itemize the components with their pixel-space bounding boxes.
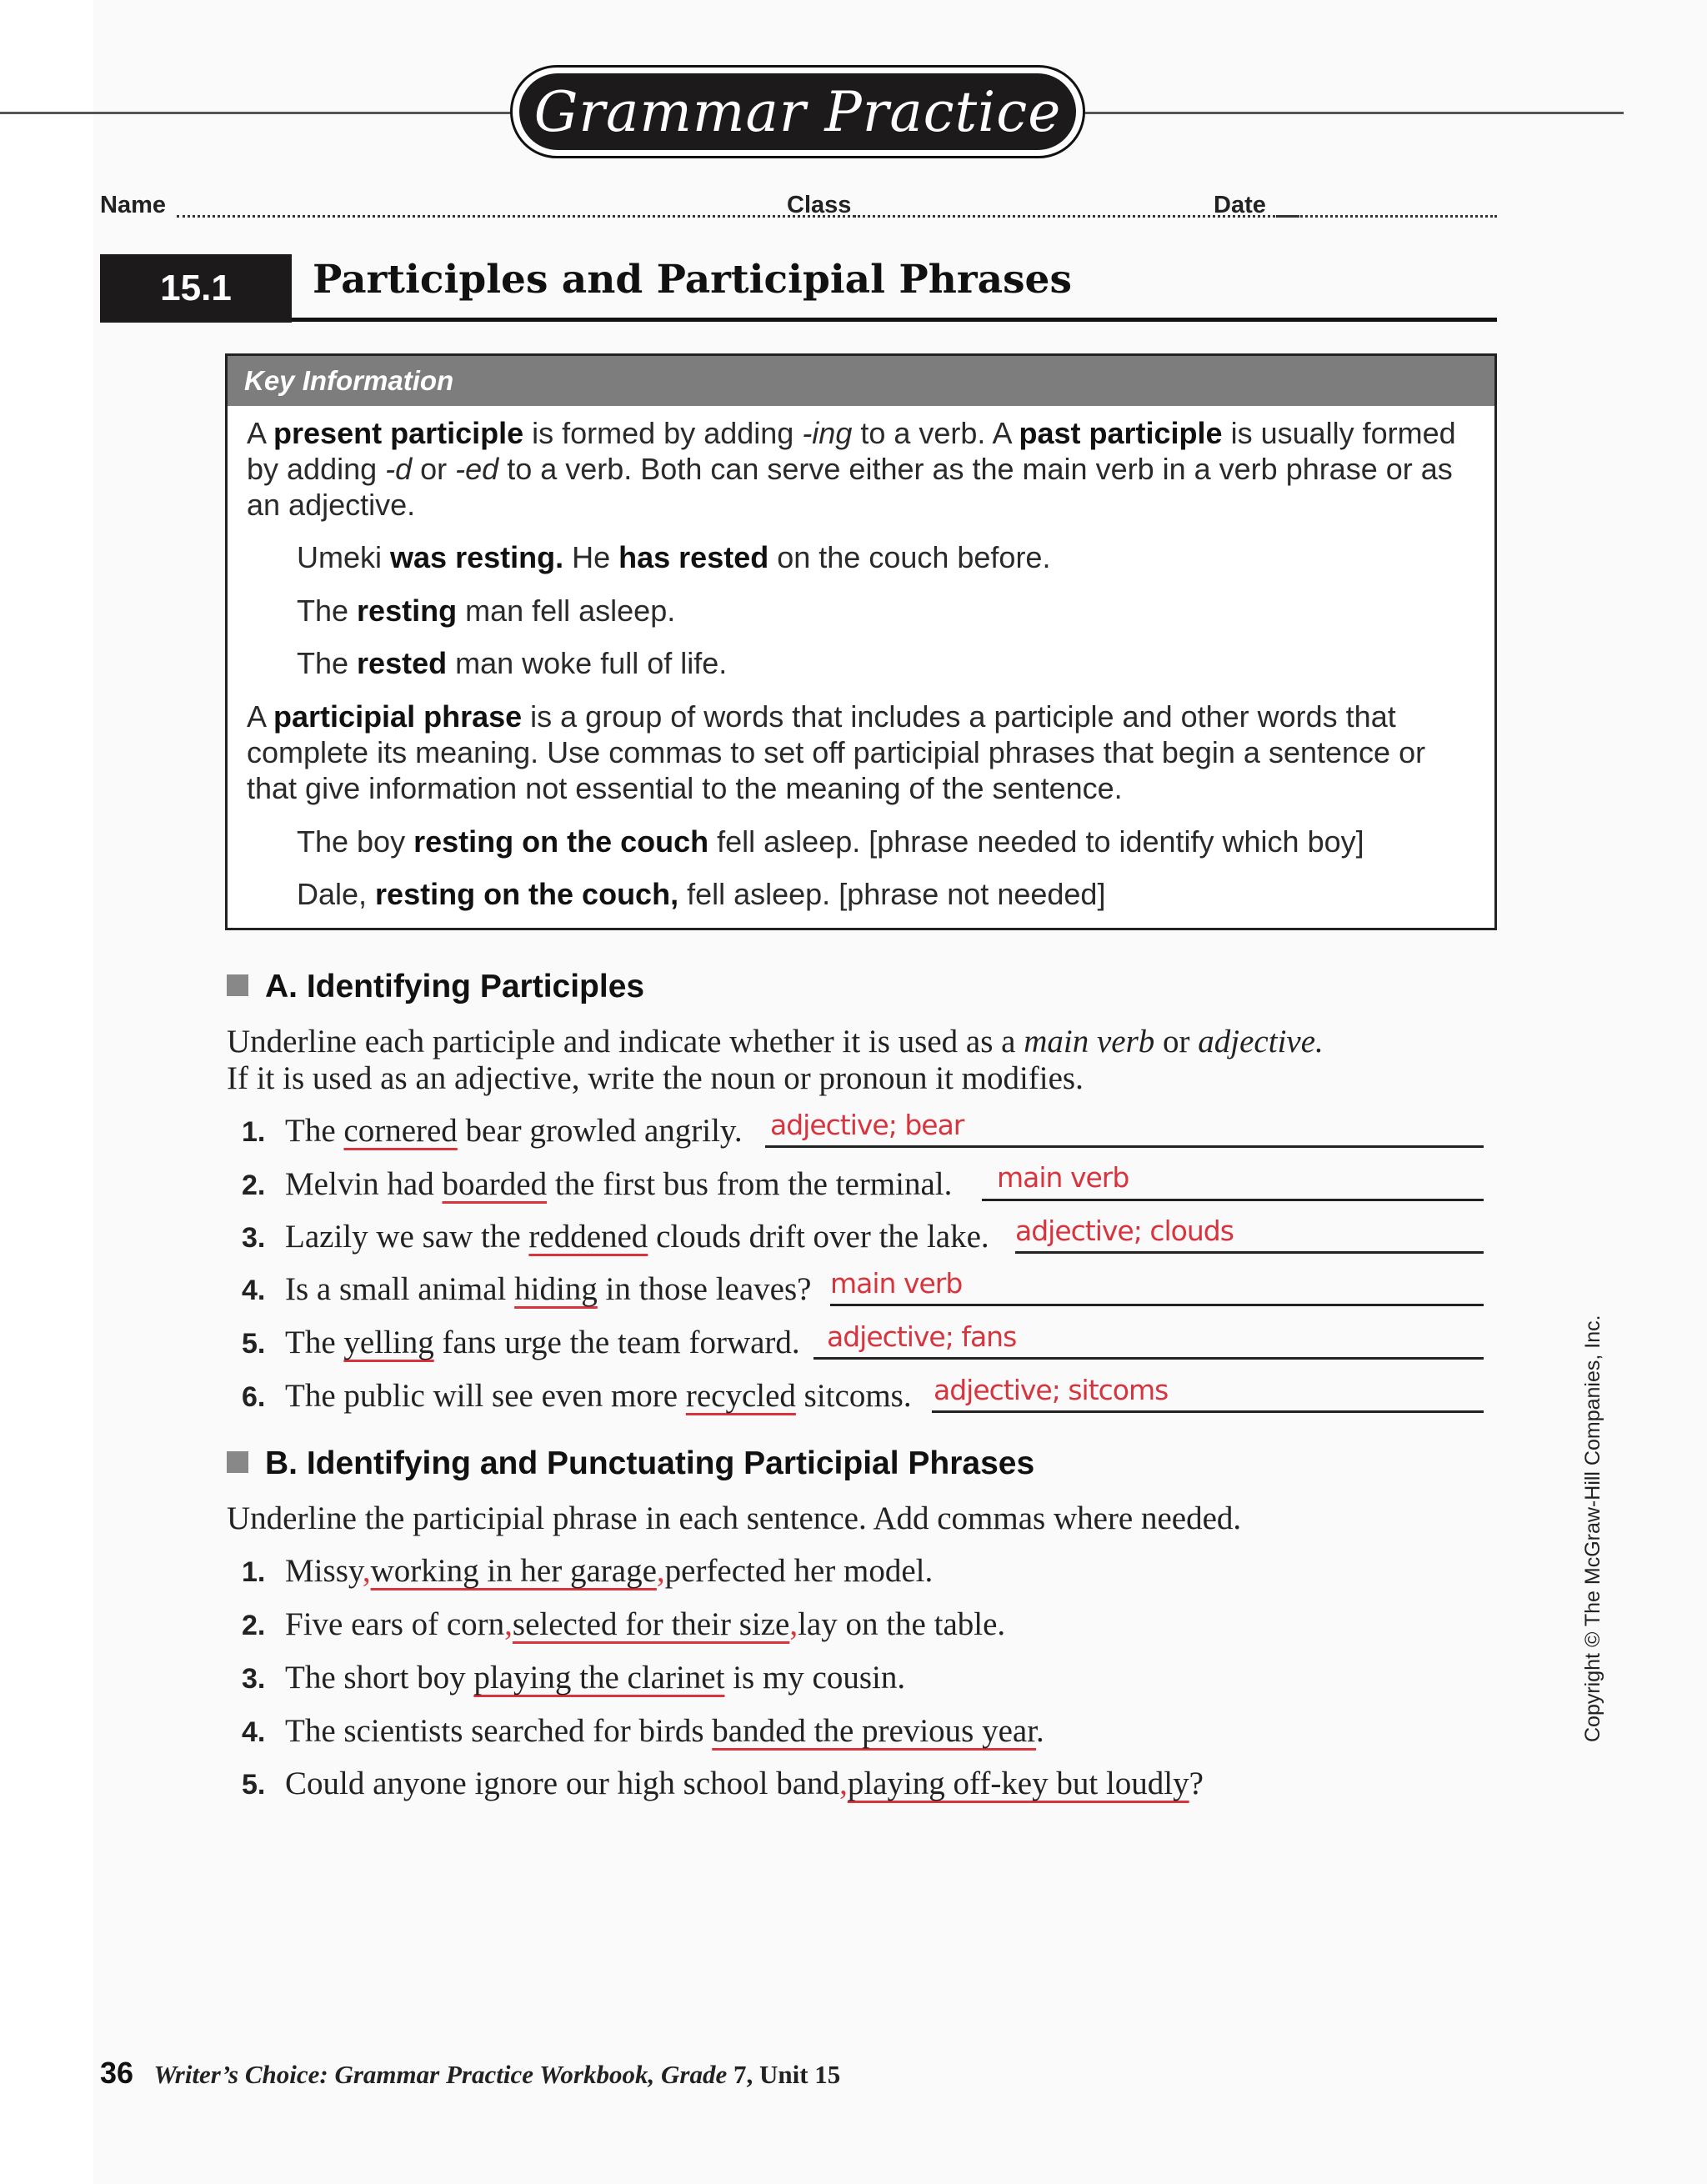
grade-unit: 7, Unit 15 [727, 2060, 841, 2089]
name-label: Name [100, 192, 166, 218]
answer-line-4[interactable] [830, 1304, 1484, 1306]
part-a-item-1: 1. The cornered bear growled angrily. [242, 1113, 743, 1149]
page-footer [100, 2056, 840, 2091]
header-rule-right [1082, 112, 1624, 114]
answer-5: adjective; fans [827, 1320, 1017, 1353]
key-para1-line2: by adding -d or -ed to a verb. Both can serve either as the main verb in a verb phrase or as [247, 452, 1453, 486]
part-a-item-3: 3. Lazily we saw the reddened clouds drift over the lake. [242, 1219, 989, 1255]
answer-6: adjective; sitcoms [934, 1374, 1169, 1406]
answer-2: main verb [997, 1161, 1129, 1194]
part-b-instructions: Underline the participial phrase in each sentence. Add commas where needed. [227, 1500, 1242, 1536]
name-field[interactable] [177, 215, 875, 218]
part-a-item-2: 2. Melvin had boarded the first bus from the terminal. [242, 1166, 953, 1202]
square-bullet-icon [227, 974, 248, 996]
key-example-5: Dale, resting on the couch, fell asleep. [phrase not needed] [297, 877, 1106, 911]
square-bullet-icon [227, 1451, 248, 1473]
banner-title: Grammar Practice [519, 73, 1076, 150]
answer-line-5[interactable] [813, 1357, 1484, 1360]
section-rule [292, 318, 1497, 322]
answer-line-3[interactable] [1015, 1251, 1484, 1254]
section-title: Participles and Participial Phrases [313, 257, 1072, 303]
part-b-item-1: 1. Missy,working in her garage,perfected her model. [242, 1553, 934, 1589]
key-para2-line3: that give information not essential to the meaning of the sentence. [247, 771, 1123, 805]
date-field[interactable] [1276, 215, 1497, 218]
answer-line-2[interactable] [982, 1199, 1484, 1201]
answer-line-1[interactable] [765, 1145, 1484, 1148]
part-b-item-5: 5. Could anyone ignore our high school band,playing off-key but loudly? [242, 1766, 1204, 1801]
section-number: 15.1 [100, 254, 292, 323]
page-number: 36 [100, 2056, 134, 2090]
part-b-heading: B. Identifying and Punctuating Participial Phrases [227, 1445, 1034, 1482]
part-b-item-3: 3. The short boy playing the clarinet is my cousin. [242, 1660, 906, 1696]
key-para2-line2: complete its meaning. Use commas to set off participial phrases that begin a sentence or [247, 735, 1426, 769]
key-information-box [225, 353, 1497, 930]
copyright-notice: Copyright © The McGraw-Hill Companies, Inc. [1581, 1315, 1604, 1742]
part-b-item-4: 4. The scientists searched for birds banded the previous year. [242, 1713, 1044, 1749]
header-banner [510, 65, 1085, 158]
part-a-item-5: 5. The yelling fans urge the team forward. [242, 1325, 800, 1360]
answer-3: adjective; clouds [1015, 1215, 1234, 1247]
key-para1-line3: an adjective. [247, 488, 416, 522]
key-example-2: The resting man fell asleep. [297, 594, 676, 628]
key-para1-line1: A present participle is formed by adding -ing to a verb. A past participle is usually formed [247, 416, 1456, 450]
key-para2-line1: A participial phrase is a group of words that includes a participle and other words that [247, 699, 1396, 734]
key-information-heading: Key Information [228, 356, 1494, 406]
part-a-item-4: 4. Is a small animal hiding in those leaves? [242, 1271, 812, 1307]
book-title: Writer’s Choice: Grammar Practice Workbook, Grade [153, 2060, 728, 2089]
part-b-item-2: 2. Five ears of corn,selected for their size,lay on the table. [242, 1606, 1006, 1642]
class-label: Class [787, 192, 852, 218]
key-example-3: The rested man woke full of life. [297, 646, 728, 680]
date-label: Date [1214, 192, 1266, 218]
answer-1: adjective; bear [770, 1109, 964, 1141]
key-example-1: Umeki was resting. He has rested on the couch before. [297, 540, 1051, 574]
answer-line-6[interactable] [932, 1410, 1484, 1413]
answer-4: main verb [830, 1267, 963, 1300]
header-rule-left [0, 112, 513, 114]
part-a-item-6: 6. The public will see even more recycled sitcoms. [242, 1378, 912, 1414]
part-a-instructions-line1: Underline each participle and indicate whether it is used as a main verb or adjective. [227, 1024, 1324, 1059]
name-class-date-row [100, 192, 1497, 225]
part-a-heading: A. Identifying Participles [227, 969, 644, 1005]
part-a-instructions-line2: If it is used as an adjective, write the noun or pronoun it modifies. [227, 1060, 1084, 1096]
key-example-4: The boy resting on the couch fell asleep. [phrase needed to identify which boy] [297, 824, 1364, 859]
